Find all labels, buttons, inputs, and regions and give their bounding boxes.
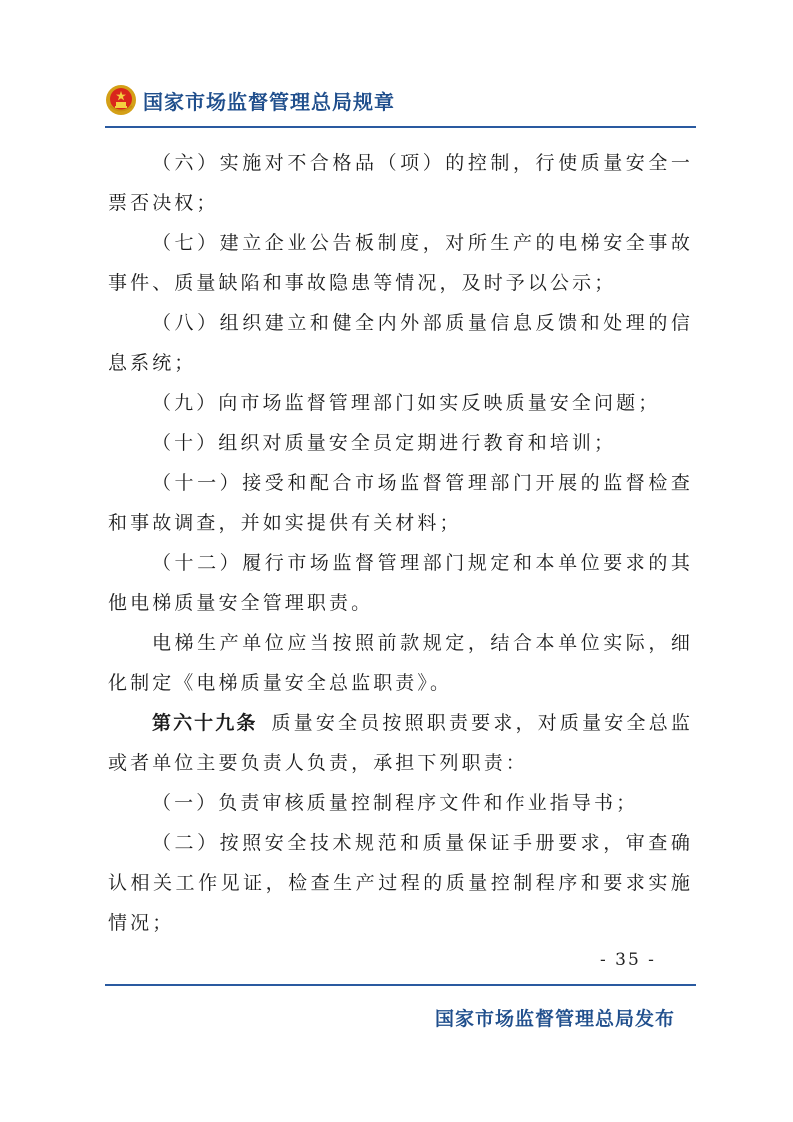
- article-number: 第六十九条: [152, 712, 258, 734]
- footer-publisher: 国家市场监督管理总局发布: [434, 1008, 675, 1030]
- document-body: [108, 143, 693, 943]
- footer-divider: [105, 984, 696, 986]
- paragraph: （一）负责审核质量控制程序文件和作业指导书；: [152, 792, 639, 814]
- page-number: - 35 -: [600, 950, 656, 970]
- paragraph: （十一）接受和配合市场监督管理部门开展的监督检查和事故调查，并如实提供有关材料；: [108, 472, 693, 534]
- paragraph: （九）向市场监督管理部门如实反映质量安全问题；: [152, 392, 661, 414]
- paragraph: （十）组织对质量安全员定期进行教育和培训；: [152, 432, 617, 454]
- paragraph: （八）组织建立和健全内外部质量信息反馈和处理的信息系统；: [108, 312, 693, 374]
- header-divider: [105, 126, 696, 128]
- paragraph: （十二）履行市场监督管理部门规定和本单位要求的其他电梯质量安全管理职责。: [108, 552, 693, 614]
- national-emblem-icon: [105, 84, 137, 116]
- article-paragraph: [108, 703, 693, 783]
- article-text: 质量安全员按照职责要求，对质量安全总监或者单位主要负责人负责，承担下列职责：: [108, 712, 693, 774]
- page-header: [105, 84, 395, 116]
- paragraph: （七）建立企业公告板制度，对所生产的电梯安全事故事件、质量缺陷和事故隐患等情况，及时予以公示；: [108, 232, 693, 294]
- paragraph: 电梯生产单位应当按照前款规定，结合本单位实际，细化制定《电梯质量安全总监职责》。: [108, 632, 693, 694]
- paragraph: （二）按照安全技术规范和质量保证手册要求，审查确认相关工作见证，检查生产过程的质量控制程序和要求实施情况；: [108, 832, 693, 934]
- paragraph: （六）实施对不合格品（项）的控制，行使质量安全一票否决权；: [108, 152, 693, 214]
- header-title: 国家市场监督管理总局规章: [143, 89, 395, 114]
